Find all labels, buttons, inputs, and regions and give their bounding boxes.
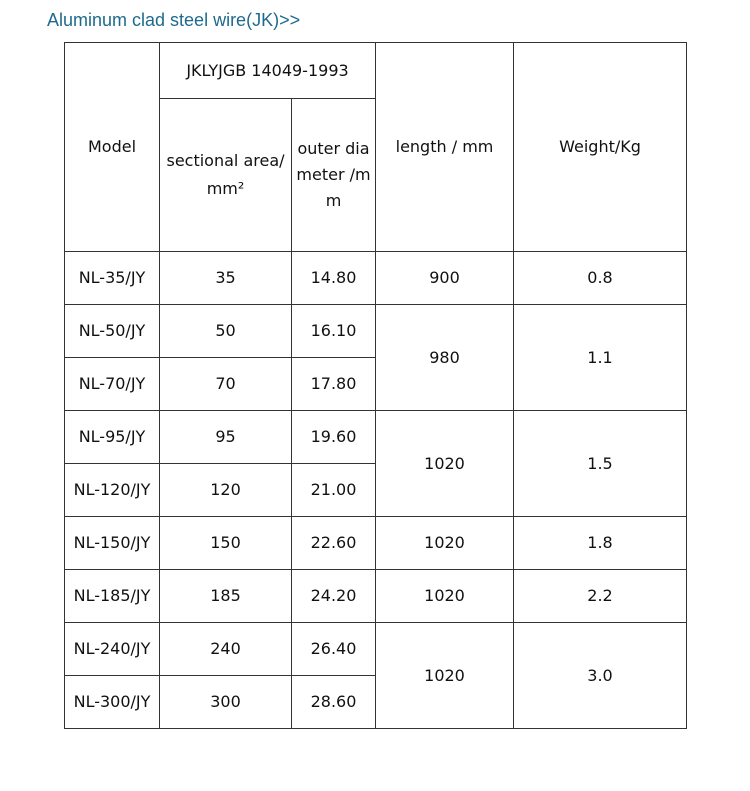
area-cell: 35 [160,252,292,305]
table-row [65,411,687,464]
area-cell: 300 [160,676,292,729]
diameter-cell: 21.00 [292,464,376,517]
outer-diameter-label-1: outer dia [297,139,370,158]
diameter-cell: 26.40 [292,623,376,676]
page-title: Aluminum clad steel wire(JK)>> [47,10,301,30]
outer-diameter-label-3: m [325,191,342,210]
diameter-cell: 28.60 [292,676,376,729]
diameter-cell: 22.60 [292,517,376,570]
weight-cell: 2.2 [514,570,687,623]
model-cell: NL-240/JY [65,623,160,676]
table-row [65,252,687,305]
model-cell: NL-50/JY [65,305,160,358]
table-row [65,570,687,623]
length-cell: 1020 [376,623,514,729]
area-cell: 240 [160,623,292,676]
area-cell: 50 [160,305,292,358]
length-cell: 1020 [376,570,514,623]
table-row [65,623,687,676]
area-cell: 70 [160,358,292,411]
model-cell: NL-300/JY [65,676,160,729]
diameter-cell: 14.80 [292,252,376,305]
weight-cell: 1.5 [514,411,687,517]
model-cell: NL-70/JY [65,358,160,411]
model-cell: NL-150/JY [65,517,160,570]
diameter-cell: 24.20 [292,570,376,623]
model-header: Model [65,43,160,252]
diameter-cell: 16.10 [292,305,376,358]
length-cell: 1020 [376,411,514,517]
sectional-area-header [160,99,292,252]
model-cell: NL-120/JY [65,464,160,517]
area-cell: 120 [160,464,292,517]
length-cell: 1020 [376,517,514,570]
model-cell: NL-95/JY [65,411,160,464]
weight-cell: 0.8 [514,252,687,305]
weight-cell: 3.0 [514,623,687,729]
standard-header: JKLYJGB 14049-1993 [160,43,376,99]
weight-cell: 1.8 [514,517,687,570]
length-cell: 980 [376,305,514,411]
spec-table [64,42,687,729]
table-row [65,517,687,570]
header-row-1 [65,43,687,99]
area-cell: 150 [160,517,292,570]
diameter-cell: 17.80 [292,358,376,411]
table-row [65,305,687,358]
diameter-cell: 19.60 [292,411,376,464]
outer-diameter-header [292,99,376,252]
weight-cell: 1.1 [514,305,687,411]
length-cell: 900 [376,252,514,305]
model-cell: NL-35/JY [65,252,160,305]
sectional-area-unit: mm² [206,179,245,198]
area-cell: 185 [160,570,292,623]
sectional-area-label: sectional area/ [166,151,285,170]
area-cell: 95 [160,411,292,464]
model-cell: NL-185/JY [65,570,160,623]
weight-header: Weight/Kg [514,43,687,252]
length-header: length / mm [376,43,514,252]
outer-diameter-label-2: meter /m [296,165,371,184]
